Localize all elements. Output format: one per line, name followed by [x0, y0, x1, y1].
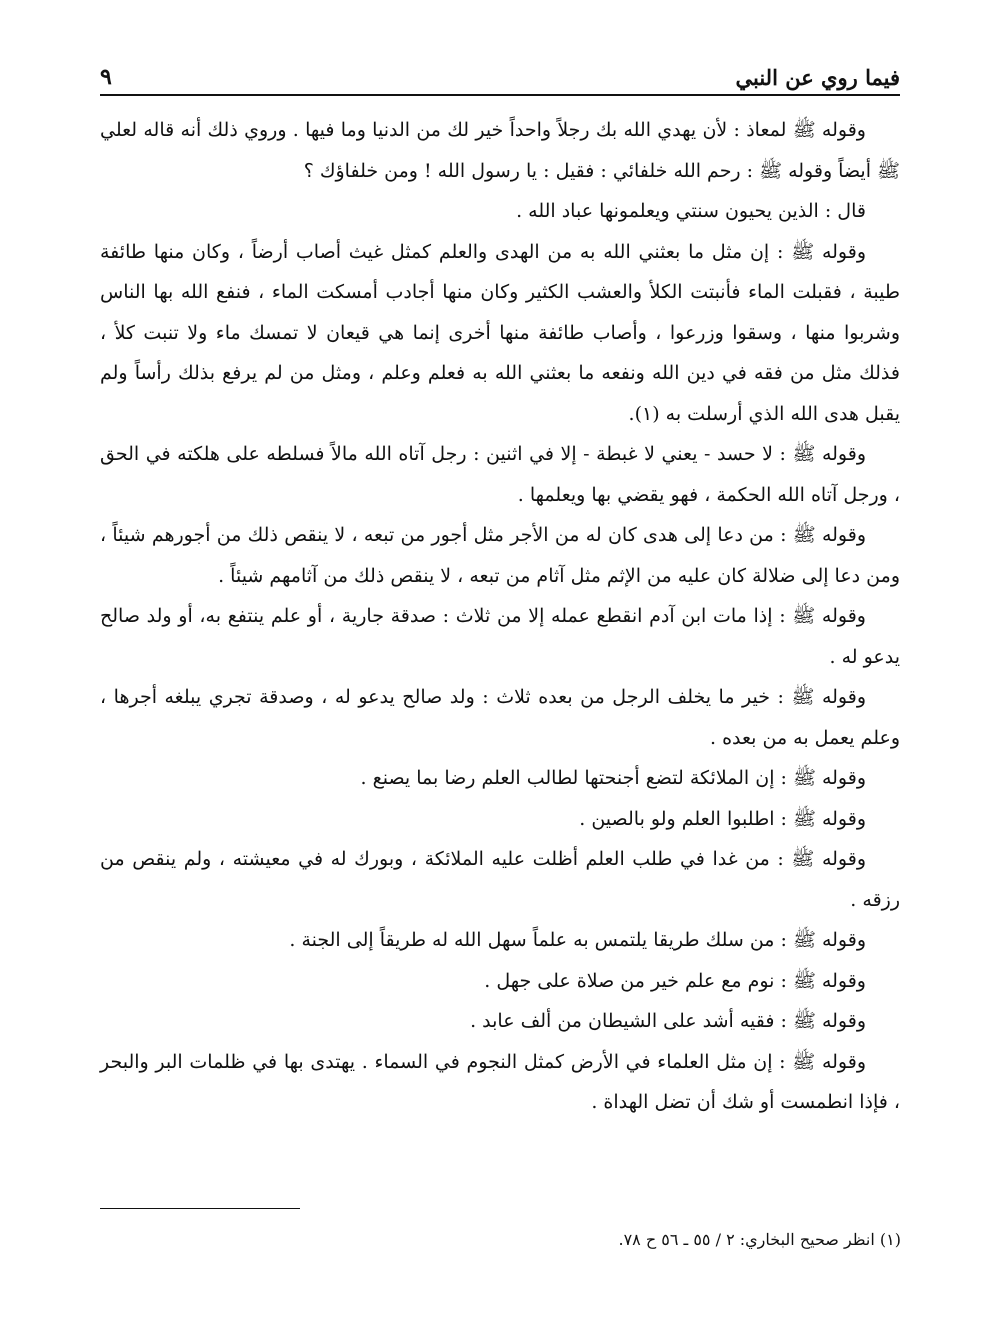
paragraph: وقوله ﷺ : إذا مات ابن آدم انقطع عمله إلا من ثلاث : صدقة جارية ، أو علم ينتفع به، أو ولد صالح يدعو له . [100, 605, 900, 668]
paragraph: وقوله ﷺ : من دعا إلى هدى كان له من الأجر مثل أجور من تبعه ، لا ينقص ذلك من أجورهم شيئاً ، ومن دعا إلى ضلالة كان عليه من الإثم مثل آثام من تبعه ، لا ينقص ذلك من آثامهم شيئاً . [100, 524, 900, 587]
paragraph: وقوله ﷺ : نوم مع علم خير من صلاة على جهل . [484, 969, 866, 992]
paragraph: وقوله ﷺ لمعاذ : لأن يهدي الله بك رجلاً واحداً خير لك من الدنيا وما فيها . وروي ذلك أنه قاله لعلي ﷺ أيضاً وقوله ﷺ : رحم الله خلفائي : فقيل : يا رسول الله ! ومن خلفاؤك ؟ [100, 119, 900, 182]
book-page [100, 52, 900, 1123]
paragraph: وقوله ﷺ : لا حسد - يعني لا غبطة - إلا في اثنين : رجل آتاه الله مالاً فسلطه على هلكته في الحق ، ورجل آتاه الله الحكمة ، فهو يقضي بها ويعلمها . [100, 443, 900, 506]
paragraph: وقوله ﷺ : فقيه أشد على الشيطان من ألف عابد . [470, 1010, 866, 1032]
paragraph: قال : الذين يحيون سنتي ويعلمونها عباد الله . [516, 200, 866, 222]
paragraph: وقوله ﷺ : من غدا في طلب العلم أظلت عليه الملائكة ، وبورك له في معيشته ، ولم ينقص من رزقه . [100, 848, 900, 911]
footnote: (١) انظر صحيح البخاري: ٢ / ٥٥ ـ ٥٦ ح ٧٨. [618, 1230, 901, 1249]
paragraph: وقوله ﷺ : إن مثل العلماء في الأرض كمثل النجوم في السماء . يهتدى بها في ظلمات البر والبحر ، فإذا انطمست أو شك أن تضل الهداة . [100, 1050, 900, 1113]
body-text [100, 110, 900, 1123]
paragraph: وقوله ﷺ : خير ما يخلف الرجل من بعده ثلاث : ولد صالح يدعو له ، وصدقة تجري يبلغه أجرها ، وعلم يعمل به من بعده . [100, 686, 900, 749]
running-head [100, 52, 900, 96]
footnote-divider [100, 1208, 300, 1209]
running-title: فيما روي عن النبي [735, 65, 900, 90]
page-number: ٩ [100, 64, 112, 90]
paragraph: وقوله ﷺ : إن مثل ما بعثني الله به من الهدى والعلم كمثل غيث أصاب أرضاً ، وكان منها طائفة طيبة ، فقبلت الماء فأنبتت الكلأ والعشب الكثير وكان منها أجادب أمسكت الماء ، فنفع الله بها الناس وشربوا منها ، وسقوا وزرعوا ، وأصاب طائفة منها أخرى إنما هي قيعان لا تمسك ماء ولا تنبت كلأ ، فذلك مثل من فقه في دين الله ونفعه ما بعثني الله به فعلم وعلم ، ومثل من لم يرفع بذلك رأساً ولم يقبل هدى الله الذي أرسلت به (١). [100, 240, 900, 425]
paragraph: وقوله ﷺ : اطلبوا العلم ولو بالصين . [579, 807, 866, 830]
paragraph: وقوله ﷺ : من سلك طريقا يلتمس به علماً سهل الله له طريقاً إلى الجنة . [289, 929, 866, 951]
paragraph: وقوله ﷺ : إن الملائكة لتضع أجنحتها لطالب العلم رضا بما يصنع . [360, 767, 866, 789]
